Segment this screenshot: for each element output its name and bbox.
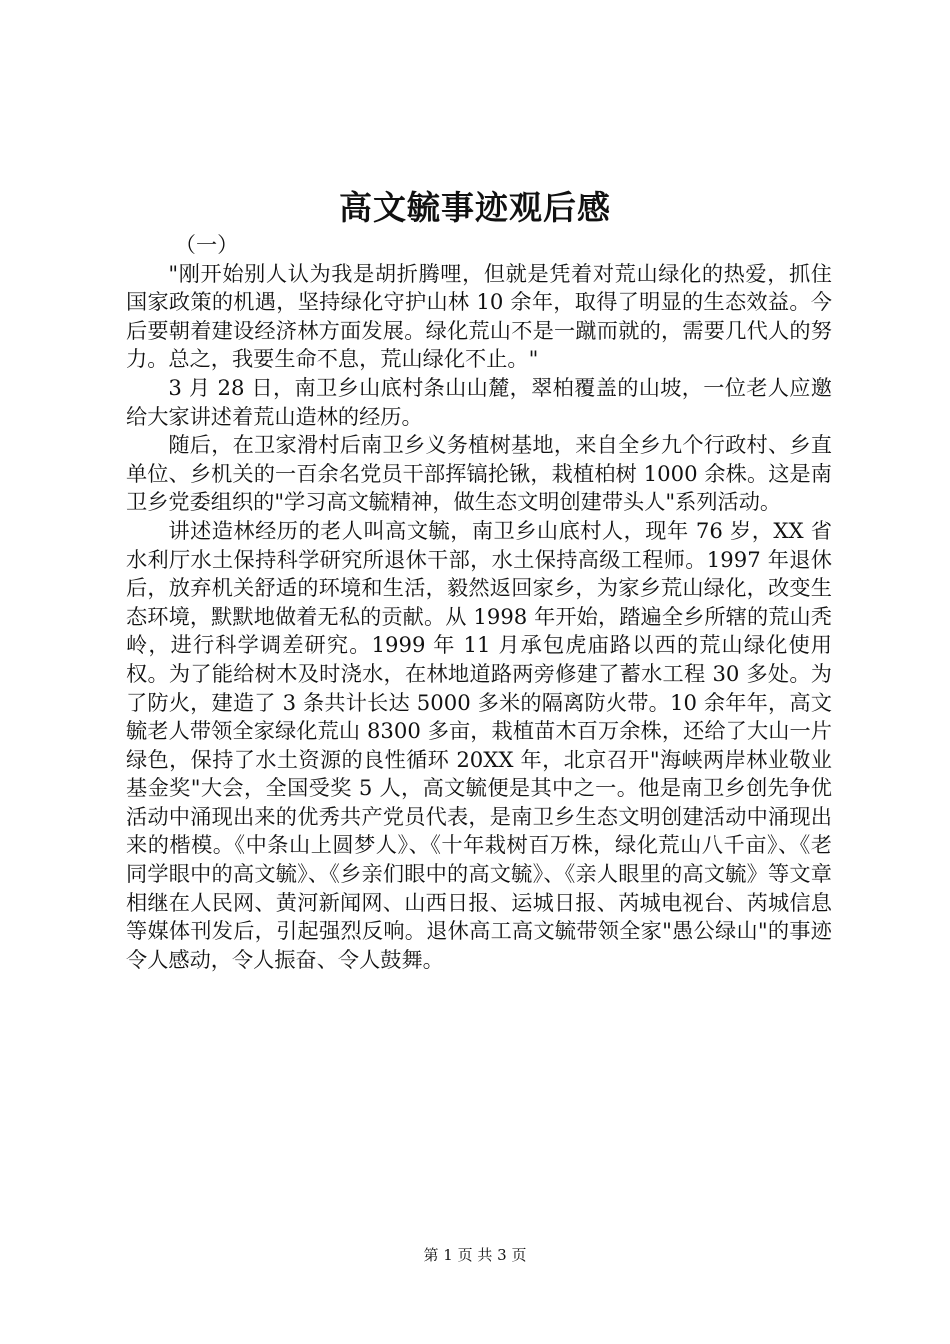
paragraph-activity: 随后，在卫家滑村后南卫乡义务植树基地，来自全乡九个行政村、乡直单位、乡机关的一百余名党员干部挥镐抡锹，栽植柏树 1000 余株。这是南卫乡党委组织的"学习高文毓精神，做生态文明创建带头人"系列活动。: [126, 432, 832, 515]
page-number: 第 1 页: [423, 1246, 473, 1264]
paragraph-quote: "刚开始别人认为我是胡折腾哩，但就是凭着对荒山绿化的热爱，抓住国家政策的机遇，坚持绿化守护山林 10 余年，取得了明显的生态效益。今后要朝着建设经济林方面发展。绿化荒山不是一蹴而就的，需要几代人的努力。总之，我要生命不息，荒山绿化不止。": [126, 260, 832, 372]
page-footer: [0, 1245, 950, 1265]
section-label: （一）: [174, 232, 239, 257]
paragraph-event: 3 月 28 日，南卫乡山底村条山山麓，翠柏覆盖的山坡，一位老人应邀给大家讲述着荒山造林的经历。: [126, 374, 832, 429]
paragraph-biography: 讲述造林经历的老人叫高文毓，南卫乡山底村人，现年 76 岁，XX 省水利厅水土保持科学研究所退休干部，水土保持高级工程师。1997 年退休后，放弃机关舒适的环境和生活，毅然返回家乡，为家乡荒山绿化，改变生态环境，默默地做着无私的贡献。从 1998 年开始，踏遍全乡所辖的荒山秃岭，进行科学调差研究。1999 年 11 月承包虎庙路以西的荒山绿化使用权。为了能给树木及时浇水，在林地道路两旁修建了蓄水工程 30 多处。为了防火，建造了 3 条共计长达 5000 多米的隔离防火带。10 余年年，高文毓老人带领全家绿化荒山 8300 多亩，栽植苗木百万余株，还给了大山一片绿色，保持了水土资源的良性循环 20XX 年，北京召开"海峡两岸林业敬业基金奖"大会，全国受奖 5 人，高文毓便是其中之一。他是南卫乡创先争优活动中涌现出来的优秀共产党员代表，是南卫乡生态文明创建活动中涌现出来的楷模。《中条山上圆梦人》、《十年栽树百万株，绿化荒山八千亩》、《老同学眼中的高文毓》、《乡亲们眼中的高文毓》、《亲人眼里的高文毓》等文章相继在人民网、黄河新闻网、山西日报、运城日报、芮城电视台、芮城信息等媒体刊发后，引起强烈反响。退休高工高文毓带领全家"愚公绿山"的事迹令人感动，令人振奋、令人鼓舞。: [126, 517, 832, 972]
page-total: 共 3 页: [477, 1246, 527, 1264]
document-title: 高文毓事迹观后感: [339, 188, 611, 227]
document-body: [126, 231, 832, 974]
